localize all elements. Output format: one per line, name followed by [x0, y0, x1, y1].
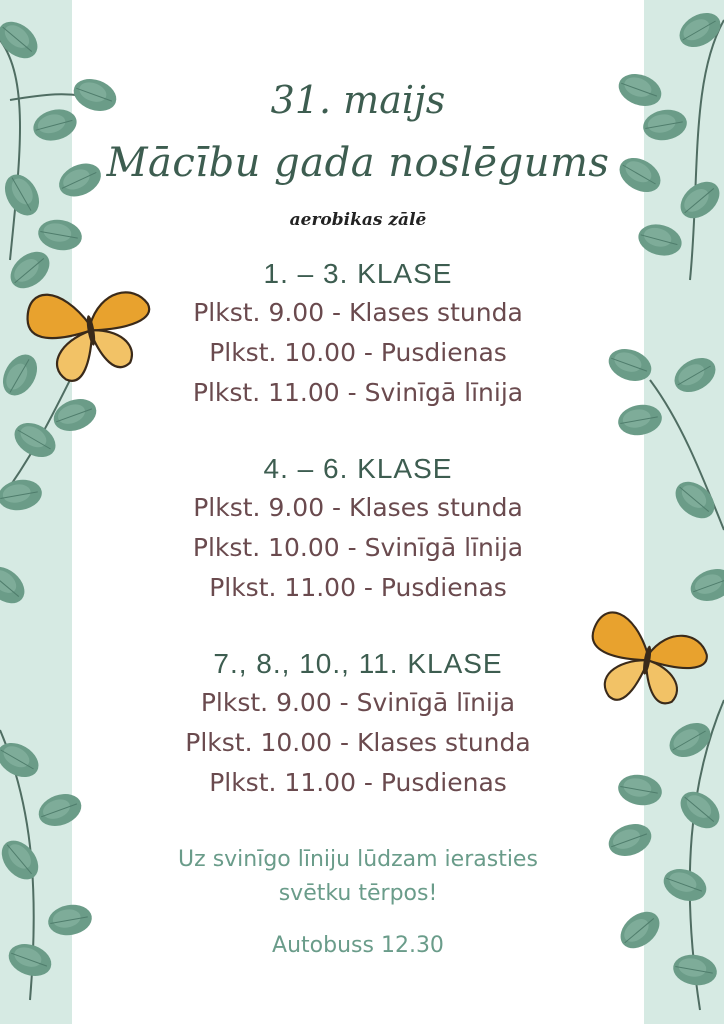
schedule-group-3: [72, 645, 644, 803]
event-date: 31. maijs: [270, 78, 446, 122]
right-side-band: [644, 0, 724, 1024]
schedule-group-1: [72, 255, 644, 413]
schedule-item: Plkst. 10.00 - Klases stunda: [185, 728, 531, 757]
event-title: Mācību gada noslēgums: [106, 140, 610, 186]
schedule-item: Plkst. 9.00 - Klases stunda: [193, 298, 523, 327]
group-heading: 1. – 3. KLASE: [263, 258, 453, 289]
schedule-item: Plkst. 11.00 - Pusdienas: [209, 573, 507, 602]
bus-time: Autobuss 12.30: [272, 933, 444, 958]
schedule-item: Plkst. 9.00 - Svinīgā līnija: [200, 688, 516, 717]
group-heading: 7., 8., 10., 11. KLASE: [213, 648, 503, 679]
poster-content: [72, 0, 644, 1024]
dress-code-note: [72, 843, 644, 911]
schedule-item: Plkst. 11.00 - Svinīgā līnija: [192, 378, 524, 407]
schedule-group-2: [72, 450, 644, 608]
schedule-item: Plkst. 10.00 - Svinīgā līnija: [192, 533, 524, 562]
schedule-item: Plkst. 9.00 - Klases stunda: [193, 493, 523, 522]
schedule-item: Plkst. 11.00 - Pusdienas: [209, 768, 507, 797]
group-heading: 4. – 6. KLASE: [263, 453, 453, 484]
left-side-band: [0, 0, 72, 1024]
event-venue: aerobikas zālē: [289, 210, 427, 230]
note-line: svētku tērpos!: [278, 881, 438, 906]
schedule-item: Plkst. 10.00 - Pusdienas: [209, 338, 507, 367]
note-line: Uz svinīgo līniju lūdzam ierasties: [178, 847, 538, 872]
